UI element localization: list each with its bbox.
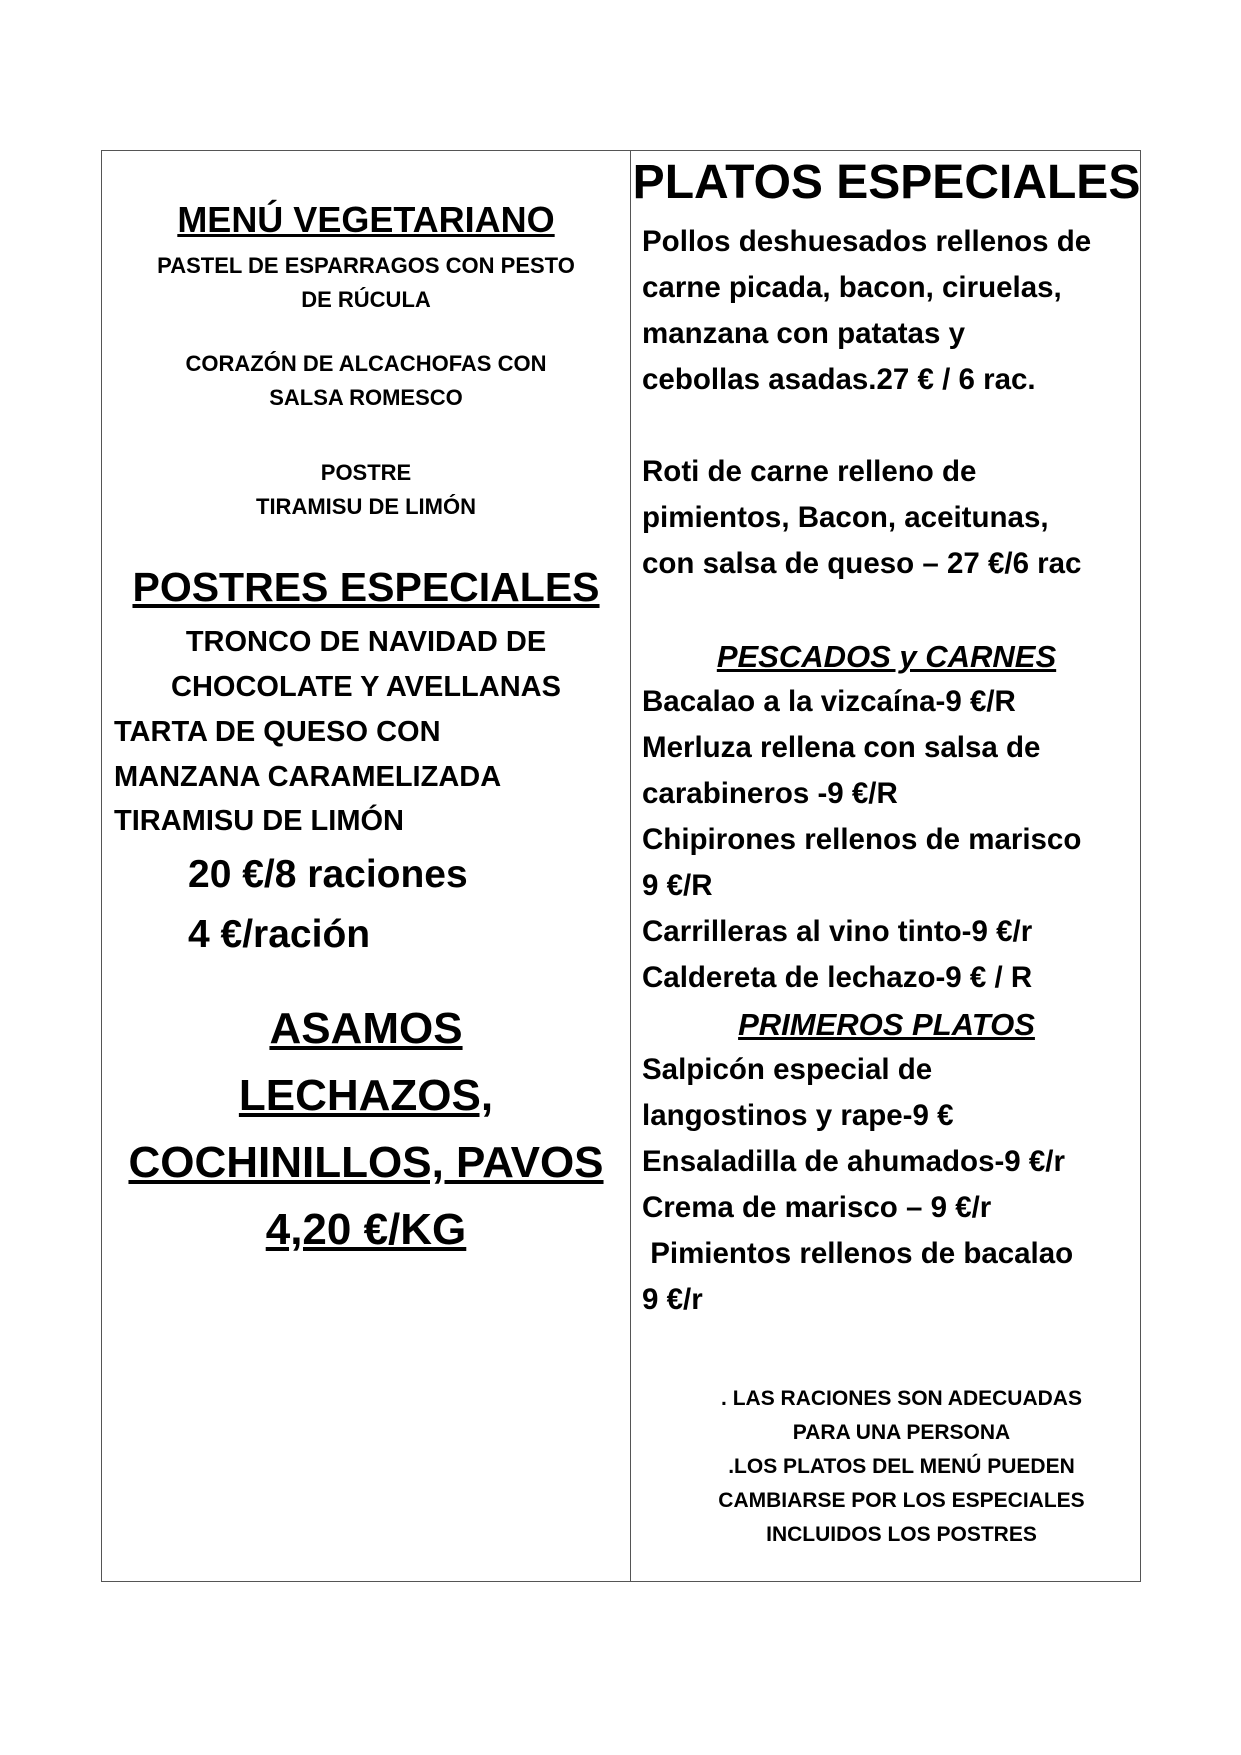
veg-line: POSTRE (320, 460, 412, 485)
veg-line: TIRAMISU DE LIMÓN (256, 494, 476, 519)
dish-line: cebollas asadas.27 € / 6 rac. (642, 363, 1036, 396)
column-divider (630, 151, 631, 1581)
veg-line: PASTEL DE ESPARRAGOS CON PESTO (157, 253, 575, 278)
dish-line: Carrilleras al vino tinto-9 €/r (642, 915, 1033, 948)
fish-meat-title: PESCADOS y CARNES (716, 639, 1057, 674)
dish-line: Roti de carne relleno de (642, 455, 977, 488)
veg-line: DE RÚCULA (301, 287, 431, 312)
special-dishes-title: PLATOS ESPECIALES (632, 156, 1141, 209)
roast-line: COCHINILLOS, PAVOS (128, 1138, 604, 1187)
note-line: PARA UNA PERSONA (792, 1421, 1011, 1444)
dish-line: langostinos y rape-9 € (642, 1099, 954, 1132)
dish-line: Pimientos rellenos de bacalao (642, 1237, 1074, 1270)
dish-line: manzana con patatas y (642, 317, 965, 350)
roast-price: 4,20 €/KG (265, 1205, 467, 1254)
note-line: .LOS PLATOS DEL MENÚ PUEDEN (728, 1455, 1075, 1478)
special-desserts-title: POSTRES ESPECIALES (132, 564, 600, 610)
veg-line: CORAZÓN DE ALCACHOFAS CON (185, 351, 547, 376)
dessert-line: MANZANA CARAMELIZADA (114, 761, 502, 793)
veg-line: SALSA ROMESCO (269, 385, 463, 410)
dessert-line: CHOCOLATE Y AVELLANAS (171, 671, 561, 703)
dish-line: 9 €/r (642, 1283, 703, 1316)
dessert-price: 20 €/8 raciones (188, 853, 468, 896)
dessert-price: 4 €/ración (188, 913, 371, 956)
menu-table (101, 150, 1141, 1582)
dish-line: 9 €/R (642, 869, 713, 902)
note-line: INCLUIDOS LOS POSTRES (766, 1523, 1037, 1546)
dish-line: Caldereta de lechazo-9 € / R (642, 961, 1033, 994)
dessert-line: TIRAMISU DE LIMÓN (114, 805, 404, 837)
dish-line: Bacalao a la vizcaína-9 €/R (642, 685, 1016, 718)
dish-line: carabineros -9 €/R (642, 777, 898, 810)
dish-line: Merluza rellena con salsa de (642, 731, 1041, 764)
roast-line: LECHAZOS, (238, 1071, 494, 1120)
dessert-line: TARTA DE QUESO CON (114, 716, 441, 748)
dish-line: Chipirones rellenos de marisco (642, 823, 1082, 856)
note-line: CAMBIARSE POR LOS ESPECIALES (718, 1489, 1085, 1512)
dish-line: Pollos deshuesados rellenos de (642, 225, 1092, 258)
dish-line: Ensaladilla de ahumados-9 €/r (642, 1145, 1065, 1178)
dish-line: carne picada, bacon, ciruelas, (642, 271, 1062, 304)
vegetarian-menu-title: MENÚ VEGETARIANO (177, 199, 555, 240)
dish-line: Salpicón especial de (642, 1053, 933, 1086)
note-line: . LAS RACIONES SON ADECUADAS (721, 1387, 1082, 1410)
roast-line: ASAMOS (269, 1004, 463, 1053)
dish-line: con salsa de queso – 27 €/6 rac (642, 547, 1082, 580)
dessert-line: TRONCO DE NAVIDAD DE (185, 626, 547, 658)
dish-line: Crema de marisco – 9 €/r (642, 1191, 992, 1224)
first-courses-title: PRIMEROS PLATOS (738, 1007, 1035, 1042)
dish-line: pimientos, Bacon, aceitunas, (642, 501, 1049, 534)
